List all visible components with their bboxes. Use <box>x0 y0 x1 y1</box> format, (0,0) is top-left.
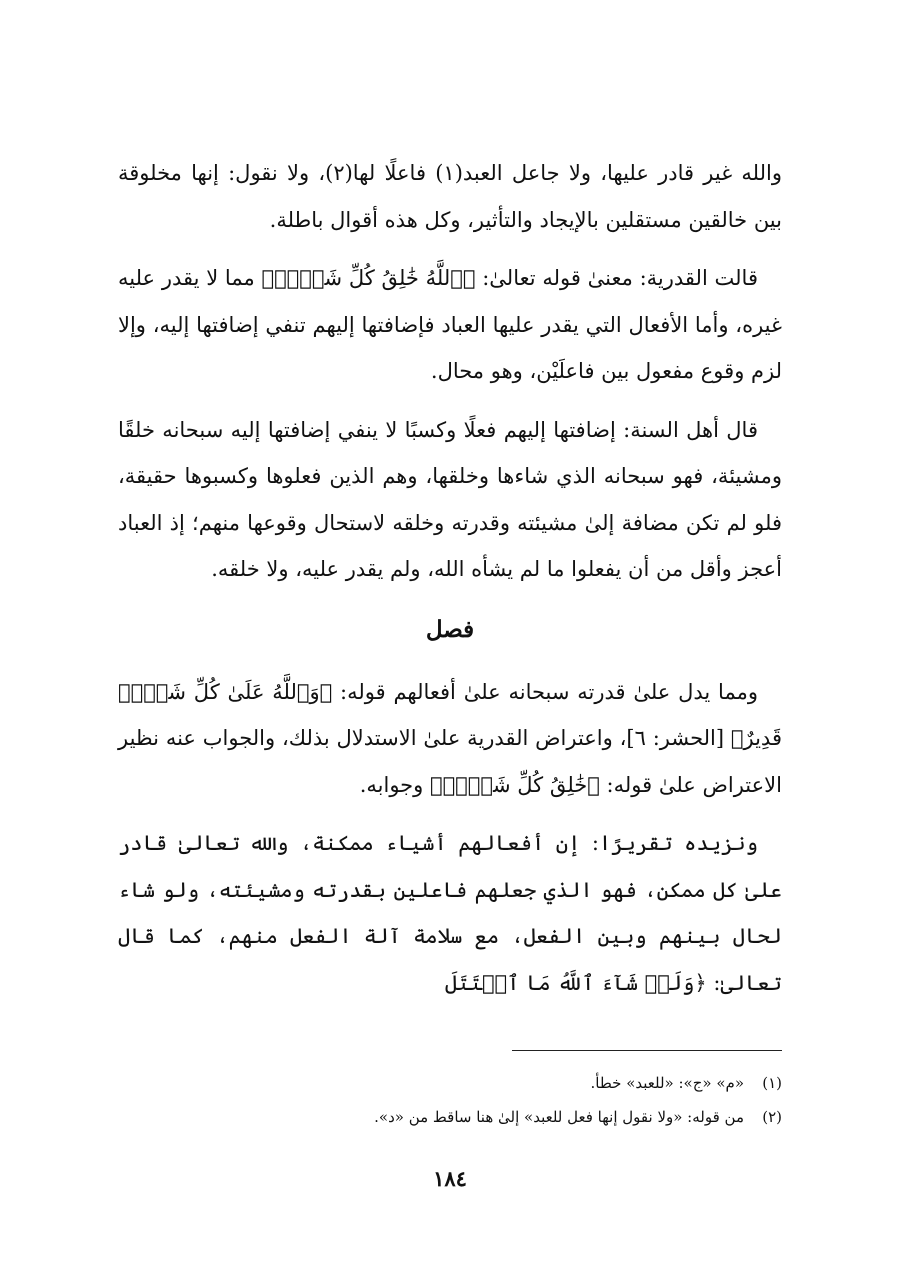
paragraph-2: قالت القدرية: معنىٰ قوله تعالىٰ: ﴿ٱللَّهُ خَٰلِقُ كُلِّ شَيۡءٖ﴾ مما لا يقدر عليه غيره، وأما الأفعال التي يقدر عليها العباد فإضافتها إليهم تنفي إضافتها إليه، وإلا لزم وقوع مفعول بين فاعلَيْن، وهو محال. <box>118 266 782 383</box>
footnote-2 <box>118 1100 782 1134</box>
paragraph-4: ومما يدل علىٰ قدرته سبحانه علىٰ أفعالهم قوله: ﴿وَٱللَّهُ عَلَىٰ كُلِّ شَيۡءٖ قَدِيرٌ﴾ [الحشر: ٦]، واعتراض القدرية علىٰ الاستدلال بذلك، والجواب عنه نظير الاعتراض علىٰ قوله: ﴿خَٰلِقُ كُلِّ شَيۡءٖ﴾ وجوابه. <box>118 679 782 797</box>
footnote-text: من قوله: «ولا نقول إنها فعل للعبد» إلىٰ هنا ساقط من «د». <box>374 1108 744 1126</box>
footnotes <box>118 1066 782 1134</box>
paragraph-1: والله غير قادر عليها، ولا جاعل العبد(١) فاعلًا لها(٢)، ولا نقول: إنها مخلوقة بين خالقين مستقلين بالإيجاد والتأثير، وكل هذه أقوال باطلة. <box>118 161 782 232</box>
footnote-number: (٢) <box>762 1108 782 1126</box>
page-body <box>118 150 782 1018</box>
footnote-divider <box>512 1050 782 1051</box>
page-number: ١٨٤ <box>433 1166 467 1191</box>
footnote-text: «م» «ج»: «للعبد» خطأ. <box>590 1074 744 1092</box>
section-title: فصل <box>425 615 475 643</box>
footnote-number: (١) <box>762 1074 782 1092</box>
paragraph-5: ونزيده تقريرًا: إن أفعالهم أشياء ممكنة، والله تعالىٰ قادر علىٰ كل ممكن، فهو الذي جعلهم فاعلين بقدرته ومشيئته، ولو شاء لحال بينهم وبين الفعل، مع سلامة آلة الفعل منهم، كما قال تعالىٰ: ﴿وَلَوۡ شَآءَ ٱللَّهُ مَا ٱقۡتَتَلَ <box>118 831 782 995</box>
paragraph-3: قال أهل السنة: إضافتها إليهم فعلًا وكسبًا لا ينفي إضافتها إليه سبحانه خلقًا ومشيئة، فهو سبحانه الذي شاءها وخلقها، وهم الذين فعلوها وكسبوها حقيقة، فلو لم تكن مضافة إلىٰ مشيئته وقدرته وخلقه لاستحال وقوعها منهم؛ إذ العباد أعجز وأقل من أن يفعلوا ما لم يشأه الله، ولم يقدر عليه، ولا خلقه. <box>118 417 782 581</box>
footnote-1 <box>118 1066 782 1100</box>
